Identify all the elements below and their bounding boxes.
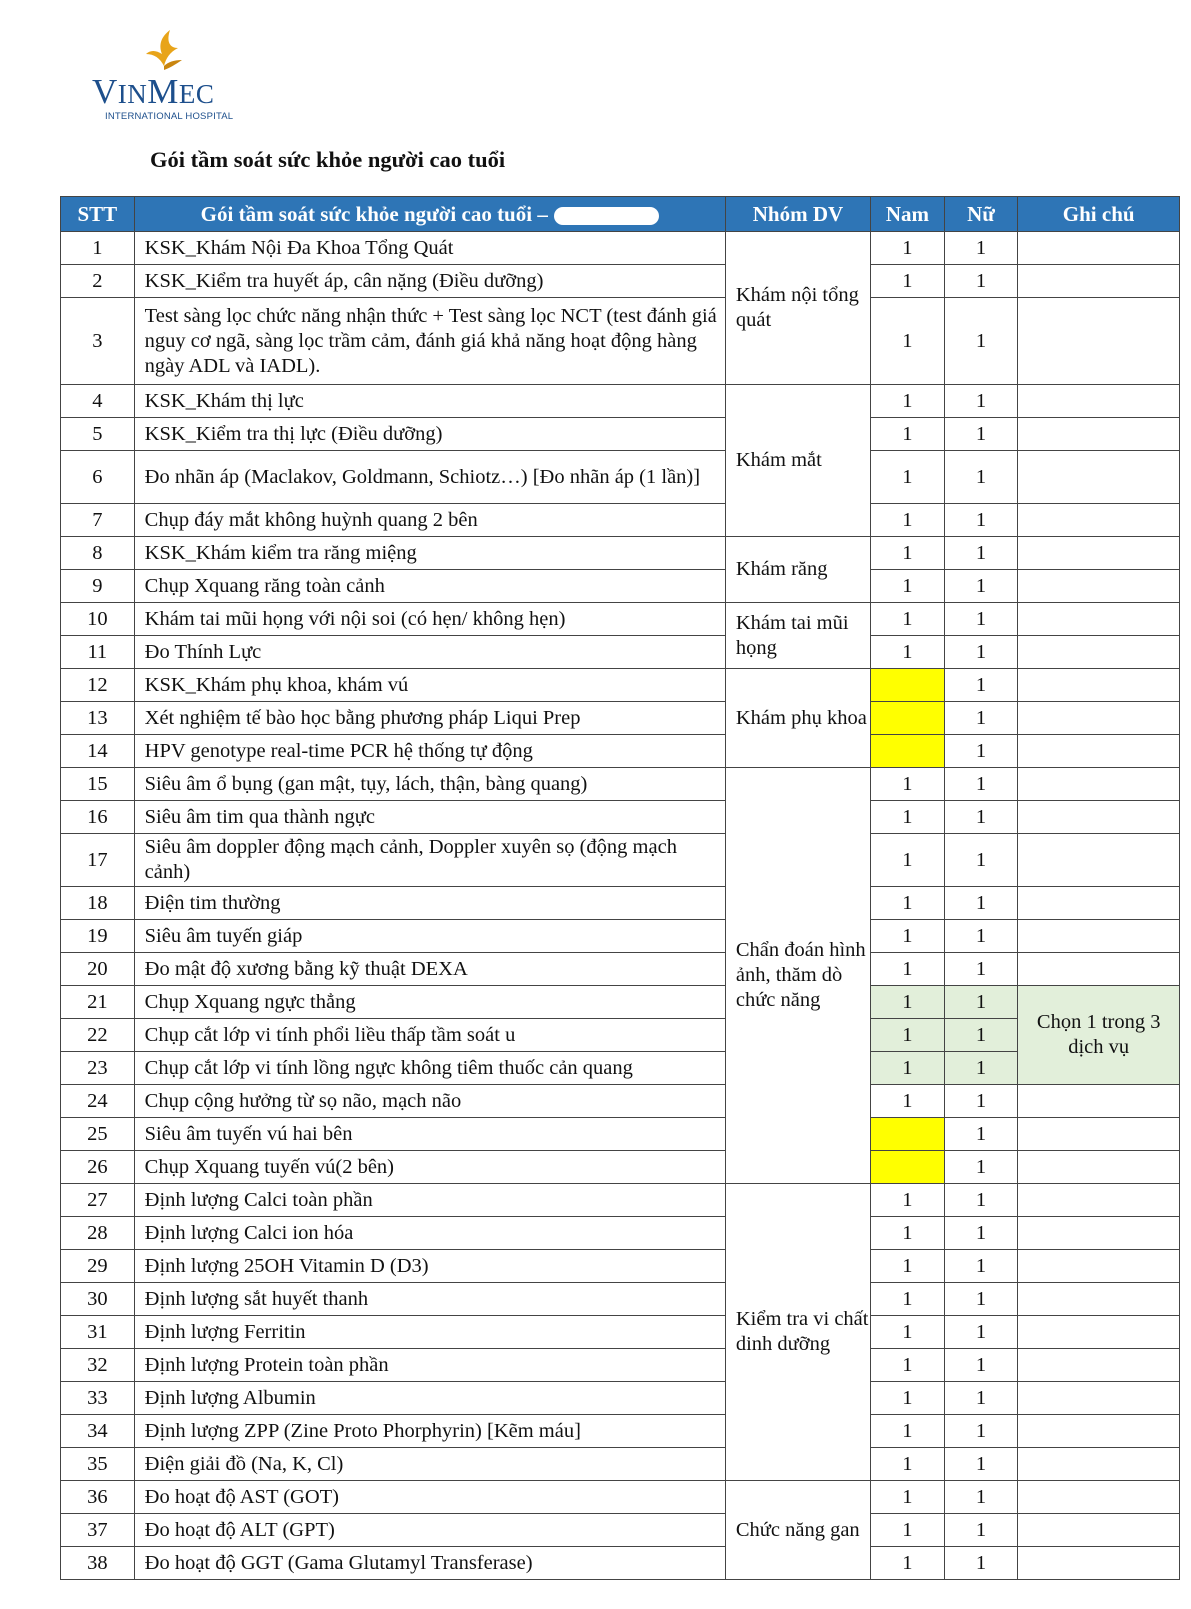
row-note	[1018, 298, 1180, 385]
row-stt: 12	[61, 669, 135, 702]
row-female: 1	[944, 735, 1018, 768]
table-row	[61, 451, 1180, 504]
table-row	[61, 702, 1180, 735]
row-stt: 7	[61, 504, 135, 537]
header-male: Nam	[871, 197, 945, 232]
row-note	[1018, 1382, 1180, 1415]
row-service-name: HPV genotype real-time PCR hệ thống tự động	[134, 735, 725, 768]
row-note	[1018, 265, 1180, 298]
table-row	[61, 1019, 1180, 1052]
table-row	[61, 1349, 1180, 1382]
table-row	[61, 1085, 1180, 1118]
group-label: Khám tai mũi họng	[725, 603, 870, 669]
table-row	[61, 735, 1180, 768]
table-row	[61, 636, 1180, 669]
row-female: 1	[944, 887, 1018, 920]
table-row	[61, 385, 1180, 418]
row-male: 1	[871, 1415, 945, 1448]
logo-subtitle: INTERNATIONAL HOSPITAL	[105, 111, 234, 122]
row-note	[1018, 1184, 1180, 1217]
row-service-name: KSK_Khám kiểm tra răng miệng	[134, 537, 725, 570]
table-row	[61, 834, 1180, 887]
row-male	[871, 1118, 945, 1151]
row-male: 1	[871, 1448, 945, 1481]
table-row	[61, 1217, 1180, 1250]
row-stt: 2	[61, 265, 135, 298]
row-male: 1	[871, 986, 945, 1019]
row-note	[1018, 603, 1180, 636]
row-female: 1	[944, 1085, 1018, 1118]
row-stt: 25	[61, 1118, 135, 1151]
row-stt: 31	[61, 1316, 135, 1349]
row-female: 1	[944, 953, 1018, 986]
row-stt: 13	[61, 702, 135, 735]
row-male: 1	[871, 1019, 945, 1052]
row-stt: 17	[61, 834, 135, 887]
row-female: 1	[944, 1052, 1018, 1085]
row-service-name: Đo hoạt độ ALT (GPT)	[134, 1514, 725, 1547]
row-female: 1	[944, 1349, 1018, 1382]
header-stt: STT	[61, 197, 135, 232]
row-male	[871, 702, 945, 735]
row-note	[1018, 953, 1180, 986]
table-row	[61, 1184, 1180, 1217]
row-female: 1	[944, 537, 1018, 570]
row-male: 1	[871, 1085, 945, 1118]
row-service-name: Khám tai mũi họng với nội soi (có hẹn/ không hẹn)	[134, 603, 725, 636]
table-row	[61, 1481, 1180, 1514]
row-service-name: Định lượng Ferritin	[134, 1316, 725, 1349]
row-female: 1	[944, 702, 1018, 735]
row-service-name: Đo Thính Lực	[134, 636, 725, 669]
row-female: 1	[944, 920, 1018, 953]
row-service-name: Xét nghiệm tế bào học bằng phương pháp Liqui Prep	[134, 702, 725, 735]
row-stt: 27	[61, 1184, 135, 1217]
row-service-name: Test sàng lọc chức năng nhận thức + Test sàng lọc NCT (test đánh giá nguy cơ ngã, sàng lọc trầm cảm, đánh giá khả năng hoạt động hàng ngày ADL và IADL).	[134, 298, 725, 385]
table-row	[61, 418, 1180, 451]
row-male: 1	[871, 920, 945, 953]
group-label: Khám mắt	[725, 385, 870, 537]
row-note	[1018, 1547, 1180, 1580]
row-note	[1018, 801, 1180, 834]
row-male: 1	[871, 1184, 945, 1217]
row-male: 1	[871, 537, 945, 570]
row-stt: 19	[61, 920, 135, 953]
row-service-name: Định lượng 25OH Vitamin D (D3)	[134, 1250, 725, 1283]
row-stt: 9	[61, 570, 135, 603]
table-row	[61, 1316, 1180, 1349]
table-row	[61, 986, 1180, 1019]
row-note	[1018, 1514, 1180, 1547]
table-row	[61, 768, 1180, 801]
row-stt: 36	[61, 1481, 135, 1514]
row-male: 1	[871, 1349, 945, 1382]
row-note	[1018, 1118, 1180, 1151]
row-female: 1	[944, 834, 1018, 887]
row-male: 1	[871, 1514, 945, 1547]
row-note	[1018, 504, 1180, 537]
table-row	[61, 953, 1180, 986]
group-label: Chẩn đoán hình ảnh, thăm dò chức năng	[725, 768, 870, 1184]
table-row	[61, 1547, 1180, 1580]
row-note	[1018, 1481, 1180, 1514]
row-male: 1	[871, 385, 945, 418]
row-service-name: Chụp cắt lớp vi tính lồng ngực không tiêm thuốc cản quang	[134, 1052, 725, 1085]
row-note: Chọn 1 trong 3 dịch vụ	[1018, 986, 1180, 1085]
row-stt: 20	[61, 953, 135, 986]
header-name: Gói tầm soát sức khỏe người cao tuổi –	[134, 197, 725, 232]
row-service-name: Chụp Xquang ngực thẳng	[134, 986, 725, 1019]
row-note	[1018, 887, 1180, 920]
table-row	[61, 1118, 1180, 1151]
group-label: Khám nội tổng quát	[725, 232, 870, 385]
table-row	[61, 1415, 1180, 1448]
row-female: 1	[944, 669, 1018, 702]
row-female: 1	[944, 1547, 1018, 1580]
row-note	[1018, 834, 1180, 887]
row-stt: 26	[61, 1151, 135, 1184]
header-note: Ghi chú	[1018, 197, 1180, 232]
row-stt: 30	[61, 1283, 135, 1316]
table-row	[61, 1448, 1180, 1481]
row-male: 1	[871, 768, 945, 801]
row-male: 1	[871, 1217, 945, 1250]
row-service-name: Chụp đáy mắt không huỳnh quang 2 bên	[134, 504, 725, 537]
row-note	[1018, 636, 1180, 669]
row-male: 1	[871, 953, 945, 986]
row-note	[1018, 735, 1180, 768]
row-note	[1018, 385, 1180, 418]
row-note	[1018, 702, 1180, 735]
table-row	[61, 1052, 1180, 1085]
row-female: 1	[944, 1118, 1018, 1151]
row-note	[1018, 1316, 1180, 1349]
row-note	[1018, 1283, 1180, 1316]
row-stt: 10	[61, 603, 135, 636]
row-note	[1018, 768, 1180, 801]
group-label: Khám phụ khoa	[725, 669, 870, 768]
row-note	[1018, 537, 1180, 570]
row-note	[1018, 232, 1180, 265]
row-note	[1018, 1151, 1180, 1184]
table-row	[61, 920, 1180, 953]
row-male: 1	[871, 1382, 945, 1415]
row-stt: 15	[61, 768, 135, 801]
row-note	[1018, 1415, 1180, 1448]
row-female: 1	[944, 603, 1018, 636]
group-label: Khám răng	[725, 537, 870, 603]
row-female: 1	[944, 504, 1018, 537]
row-female: 1	[944, 570, 1018, 603]
row-male: 1	[871, 1316, 945, 1349]
row-note	[1018, 1085, 1180, 1118]
row-female: 1	[944, 451, 1018, 504]
table-header-row	[61, 197, 1180, 232]
row-stt: 24	[61, 1085, 135, 1118]
row-female: 1	[944, 1184, 1018, 1217]
row-stt: 1	[61, 232, 135, 265]
row-stt: 4	[61, 385, 135, 418]
row-service-name: Đo hoạt độ AST (GOT)	[134, 1481, 725, 1514]
table-row	[61, 1250, 1180, 1283]
row-service-name: Định lượng Calci ion hóa	[134, 1217, 725, 1250]
row-stt: 3	[61, 298, 135, 385]
row-male: 1	[871, 1283, 945, 1316]
row-stt: 11	[61, 636, 135, 669]
row-female: 1	[944, 1481, 1018, 1514]
row-male: 1	[871, 887, 945, 920]
row-service-name: Chụp cắt lớp vi tính phổi liều thấp tầm soát u	[134, 1019, 725, 1052]
row-stt: 22	[61, 1019, 135, 1052]
table-row	[61, 504, 1180, 537]
row-note	[1018, 418, 1180, 451]
row-stt: 21	[61, 986, 135, 1019]
row-male: 1	[871, 1547, 945, 1580]
table-row	[61, 1514, 1180, 1547]
group-label: Kiểm tra vi chất dinh dưỡng	[725, 1184, 870, 1481]
row-male: 1	[871, 801, 945, 834]
row-stt: 29	[61, 1250, 135, 1283]
row-service-name: KSK_Khám phụ khoa, khám vú	[134, 669, 725, 702]
row-stt: 37	[61, 1514, 135, 1547]
row-male: 1	[871, 504, 945, 537]
row-stt: 38	[61, 1547, 135, 1580]
row-service-name: Điện giải đồ (Na, K, Cl)	[134, 1448, 725, 1481]
table-row	[61, 669, 1180, 702]
table-row	[61, 1382, 1180, 1415]
row-stt: 35	[61, 1448, 135, 1481]
table-row	[61, 232, 1180, 265]
row-stt: 34	[61, 1415, 135, 1448]
logo-brand: VINMEC	[92, 72, 215, 111]
row-service-name: Định lượng sắt huyết thanh	[134, 1283, 725, 1316]
row-note	[1018, 920, 1180, 953]
row-female: 1	[944, 1019, 1018, 1052]
row-note	[1018, 1250, 1180, 1283]
row-stt: 18	[61, 887, 135, 920]
row-female: 1	[944, 1250, 1018, 1283]
row-service-name: Định lượng Albumin	[134, 1382, 725, 1415]
row-service-name: Định lượng ZPP (Zine Proto Phorphyrin) [Kẽm máu]	[134, 1415, 725, 1448]
row-female: 1	[944, 1151, 1018, 1184]
table-row	[61, 1283, 1180, 1316]
row-female: 1	[944, 232, 1018, 265]
table-row	[61, 603, 1180, 636]
row-male: 1	[871, 451, 945, 504]
vinmec-logo	[88, 28, 258, 120]
row-note	[1018, 570, 1180, 603]
row-service-name: Đo mật độ xương bằng kỹ thuật DEXA	[134, 953, 725, 986]
row-note	[1018, 1448, 1180, 1481]
row-service-name: Định lượng Protein toàn phần	[134, 1349, 725, 1382]
row-service-name: Đo nhãn áp (Maclakov, Goldmann, Schiotz…) [Đo nhãn áp (1 lần)]	[134, 451, 725, 504]
row-service-name: Siêu âm ổ bụng (gan mật, tụy, lách, thận, bàng quang)	[134, 768, 725, 801]
row-service-name: Điện tim thường	[134, 887, 725, 920]
row-service-name: KSK_Khám thị lực	[134, 385, 725, 418]
row-note	[1018, 451, 1180, 504]
row-female: 1	[944, 1448, 1018, 1481]
row-male: 1	[871, 1052, 945, 1085]
row-female: 1	[944, 986, 1018, 1019]
header-group: Nhóm DV	[725, 197, 870, 232]
row-male: 1	[871, 232, 945, 265]
page-title: Gói tầm soát sức khỏe người cao tuổi	[150, 147, 506, 172]
row-note	[1018, 1217, 1180, 1250]
row-male	[871, 1151, 945, 1184]
row-stt: 32	[61, 1349, 135, 1382]
row-female: 1	[944, 1316, 1018, 1349]
row-stt: 23	[61, 1052, 135, 1085]
service-table	[60, 196, 1180, 1580]
row-service-name: Siêu âm doppler động mạch cảnh, Doppler xuyên sọ (động mạch cảnh)	[134, 834, 725, 887]
row-note	[1018, 669, 1180, 702]
row-service-name: Chụp Xquang răng toàn cảnh	[134, 570, 725, 603]
row-female: 1	[944, 418, 1018, 451]
table-row	[61, 298, 1180, 385]
row-male: 1	[871, 834, 945, 887]
row-stt: 14	[61, 735, 135, 768]
row-female: 1	[944, 768, 1018, 801]
row-female: 1	[944, 385, 1018, 418]
row-female: 1	[944, 636, 1018, 669]
row-service-name: Định lượng Calci toàn phần	[134, 1184, 725, 1217]
row-stt: 28	[61, 1217, 135, 1250]
row-service-name: Siêu âm tim qua thành ngực	[134, 801, 725, 834]
row-male	[871, 735, 945, 768]
row-female: 1	[944, 1283, 1018, 1316]
table-row	[61, 1151, 1180, 1184]
row-service-name: Siêu âm tuyến vú hai bên	[134, 1118, 725, 1151]
table-row	[61, 537, 1180, 570]
row-female: 1	[944, 1217, 1018, 1250]
redacted-mark	[554, 207, 659, 225]
row-male: 1	[871, 603, 945, 636]
row-stt: 5	[61, 418, 135, 451]
row-female: 1	[944, 1415, 1018, 1448]
row-service-name: KSK_Kiểm tra huyết áp, cân nặng (Điều dưỡng)	[134, 265, 725, 298]
row-female: 1	[944, 1382, 1018, 1415]
row-stt: 33	[61, 1382, 135, 1415]
row-stt: 8	[61, 537, 135, 570]
row-male: 1	[871, 570, 945, 603]
row-service-name: Siêu âm tuyến giáp	[134, 920, 725, 953]
row-service-name: KSK_Kiểm tra thị lực (Điều dưỡng)	[134, 418, 725, 451]
group-label: Chức năng gan	[725, 1481, 870, 1580]
row-female: 1	[944, 801, 1018, 834]
row-male: 1	[871, 298, 945, 385]
row-male: 1	[871, 1250, 945, 1283]
row-female: 1	[944, 265, 1018, 298]
table-row	[61, 801, 1180, 834]
row-female: 1	[944, 1514, 1018, 1547]
bird-wing-icon	[140, 28, 188, 72]
table-row	[61, 887, 1180, 920]
row-male: 1	[871, 1481, 945, 1514]
row-note	[1018, 1349, 1180, 1382]
table-row	[61, 265, 1180, 298]
row-male	[871, 669, 945, 702]
row-stt: 16	[61, 801, 135, 834]
row-male: 1	[871, 636, 945, 669]
row-service-name: Đo hoạt độ GGT (Gama Glutamyl Transferase)	[134, 1547, 725, 1580]
row-stt: 6	[61, 451, 135, 504]
table-row	[61, 570, 1180, 603]
row-service-name: Chụp Xquang tuyến vú(2 bên)	[134, 1151, 725, 1184]
row-male: 1	[871, 418, 945, 451]
header-female: Nữ	[944, 197, 1018, 232]
row-male: 1	[871, 265, 945, 298]
row-female: 1	[944, 298, 1018, 385]
row-service-name: KSK_Khám Nội Đa Khoa Tổng Quát	[134, 232, 725, 265]
row-service-name: Chụp cộng hưởng từ sọ não, mạch não	[134, 1085, 725, 1118]
